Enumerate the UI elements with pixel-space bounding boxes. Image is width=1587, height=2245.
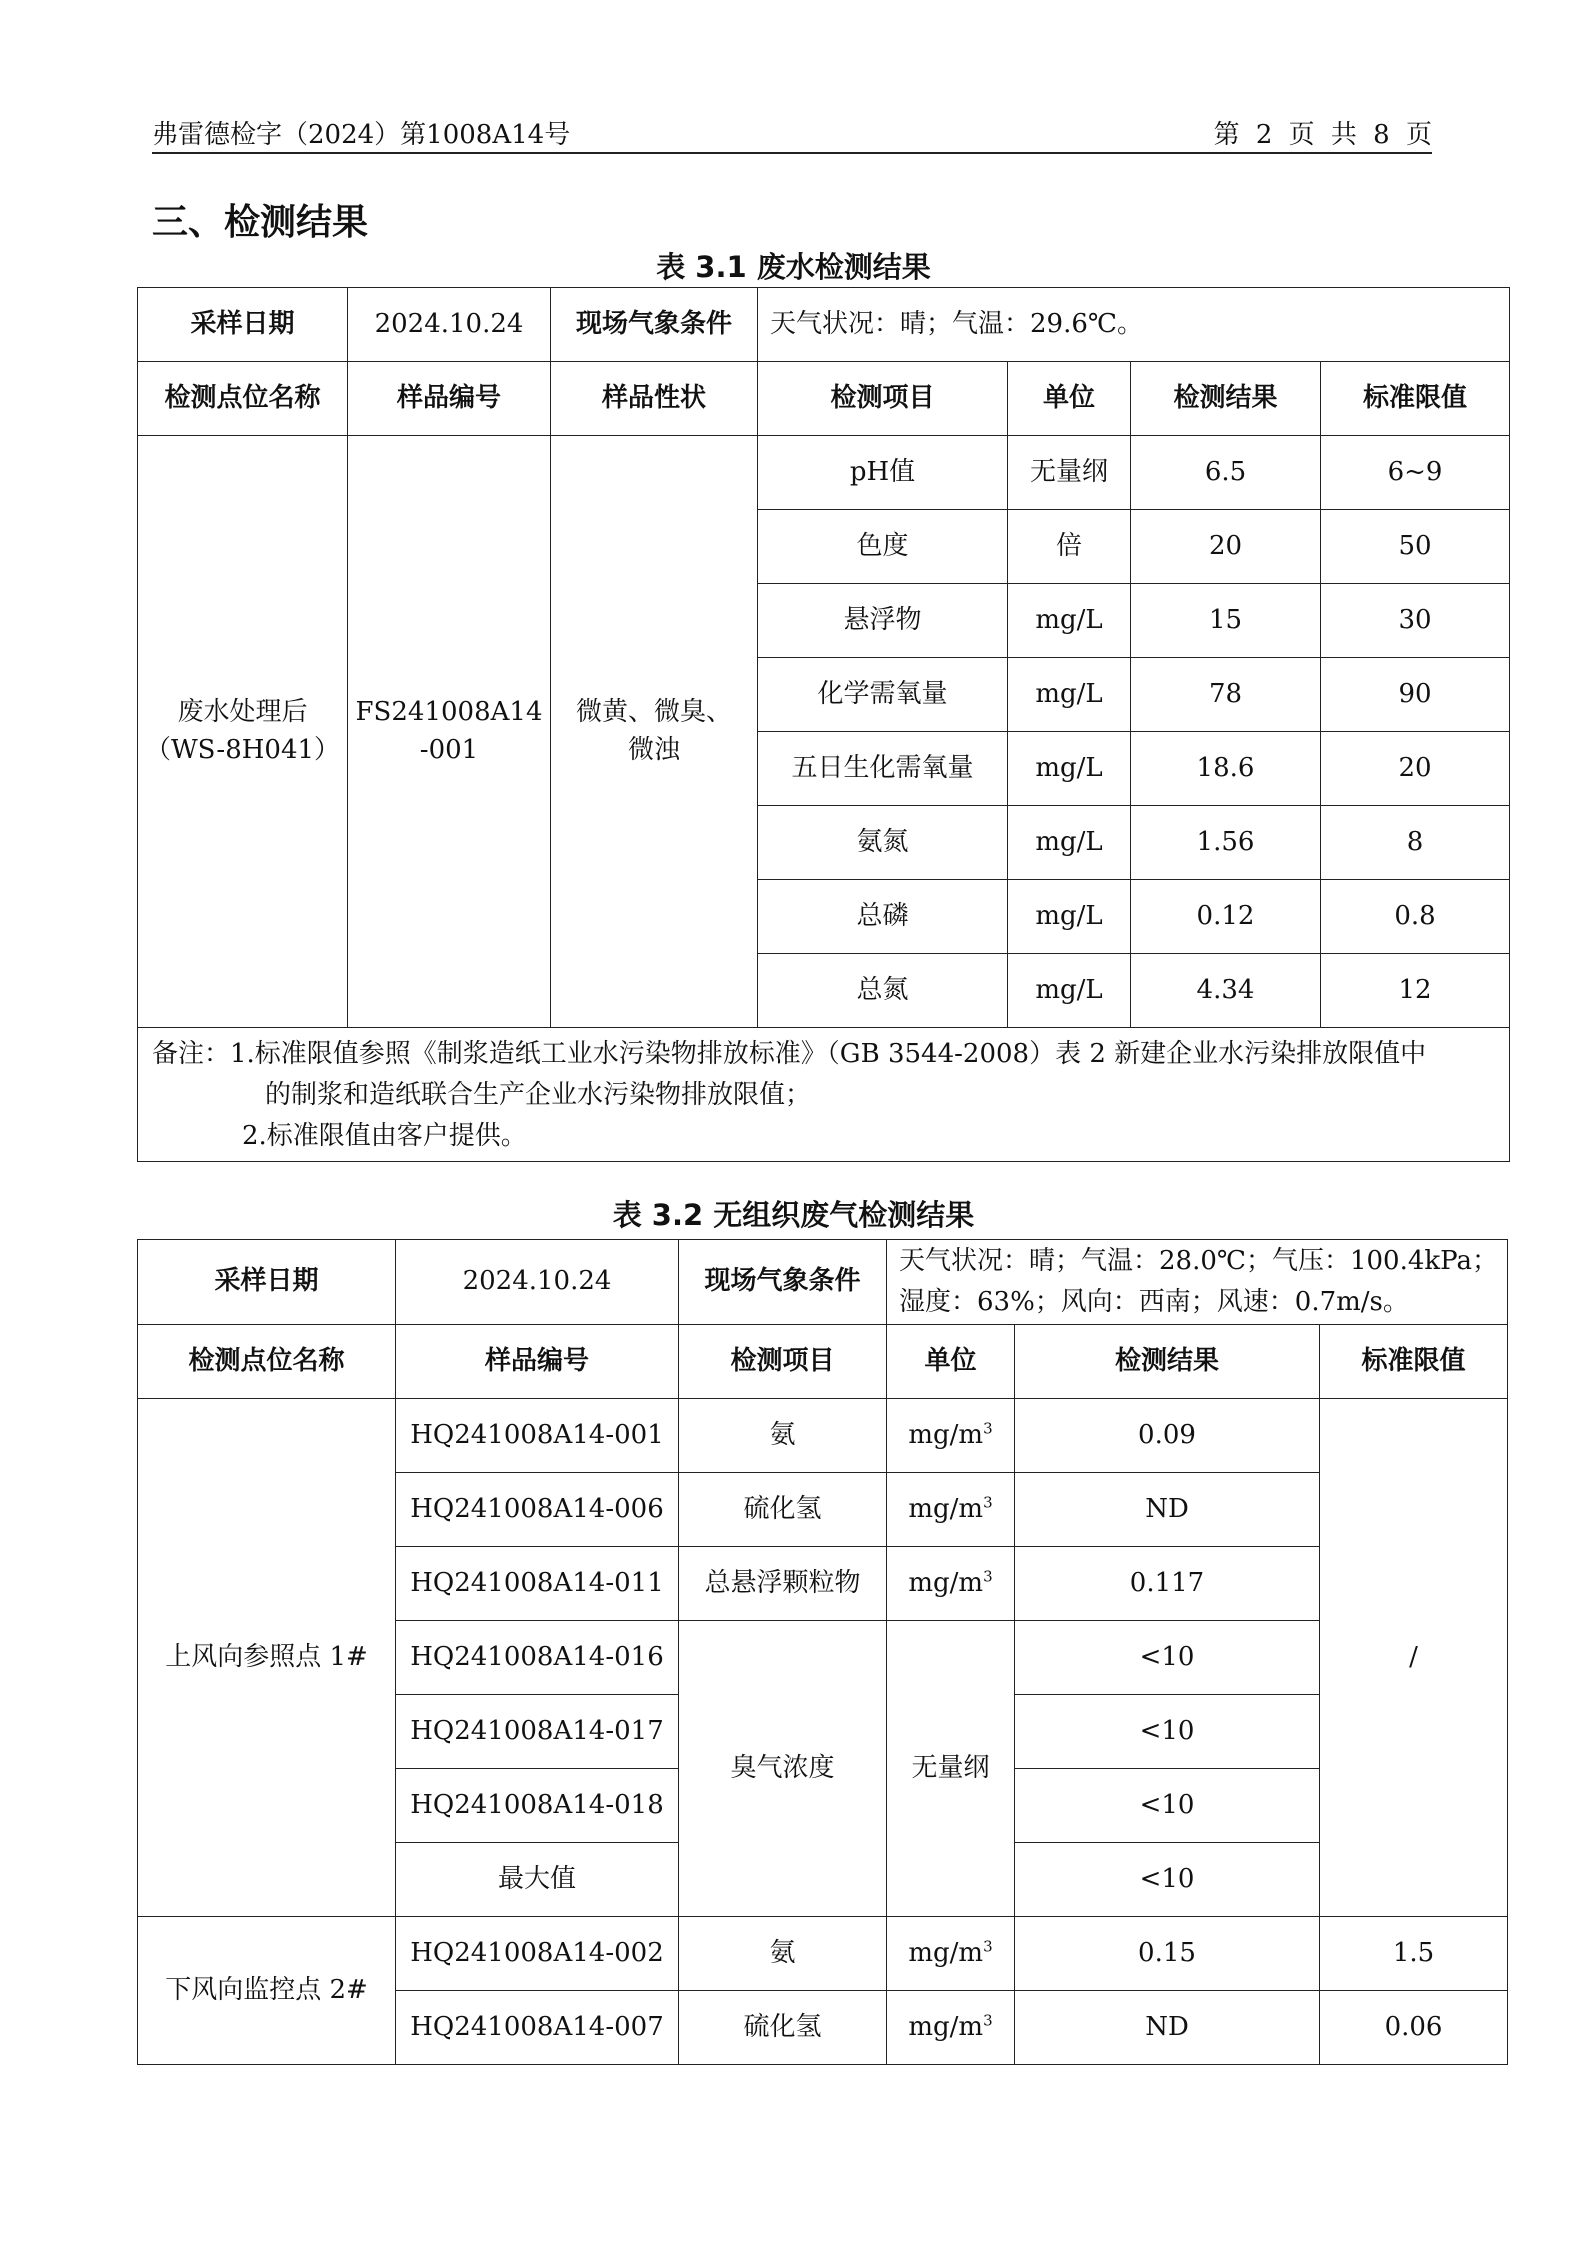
limit: 1.5	[1320, 1917, 1508, 1991]
unit: mg/L	[1008, 954, 1131, 1028]
header-limit: 标准限值	[1320, 1325, 1508, 1399]
test-item: 五日生化需氧量	[758, 732, 1008, 806]
unit: $mg/m^3$	[887, 1399, 1015, 1473]
sample-state-line2: 微浊	[627, 734, 680, 765]
sample-no-cell	[348, 436, 551, 1028]
limit: 30	[1321, 584, 1510, 658]
sample-no: HQ241008A14-007	[396, 1991, 679, 2065]
unit: mg/L	[1008, 806, 1131, 880]
limit: 90	[1321, 658, 1510, 732]
wastewater-results-table	[137, 287, 1510, 1162]
result: 0.09	[1015, 1399, 1320, 1473]
sample-date-label: 采样日期	[138, 1240, 396, 1325]
result: 18.6	[1131, 732, 1321, 806]
sample-state-line1: 微黄、微臭、	[575, 696, 732, 727]
test-item: 氨氮	[758, 806, 1008, 880]
result: 4.34	[1131, 954, 1321, 1028]
test-item: 氨	[679, 1917, 887, 1991]
header-unit: 单位	[887, 1325, 1015, 1399]
test-item: 氨	[679, 1399, 887, 1473]
result: 0.12	[1131, 880, 1321, 954]
test-item: pH值	[758, 436, 1008, 510]
weather-line2: 湿度：63%；风向：西南；风速：0.7m/s。	[899, 1287, 1409, 1317]
result: ND	[1015, 1991, 1320, 2065]
odor-unit: 无量纲	[887, 1621, 1015, 1917]
max-value-label: 最大值	[396, 1843, 679, 1917]
weather-label: 现场气象条件	[679, 1240, 887, 1325]
unit: mg/L	[1008, 584, 1131, 658]
limit: 20	[1321, 732, 1510, 806]
header-point-name: 检测点位名称	[138, 362, 348, 436]
header-unit: 单位	[1008, 362, 1131, 436]
point1-name: 上风向参照点 1#	[138, 1399, 396, 1917]
unit: mg/L	[1008, 880, 1131, 954]
header-test-item: 检测项目	[679, 1325, 887, 1399]
point1-limit: /	[1320, 1399, 1508, 1917]
unit: $mg/m^3$	[887, 1473, 1015, 1547]
weather-line1: 天气状况：晴；气温：28.0℃；气压：100.4kPa；	[899, 1246, 1498, 1276]
page-header	[152, 112, 1432, 154]
weather-value: 天气状况：晴；气温：29.6℃。	[758, 288, 1510, 362]
sample-no-line1: FS241008A14	[355, 696, 543, 727]
test-item: 悬浮物	[758, 584, 1008, 658]
sample-no: HQ241008A14-011	[396, 1547, 679, 1621]
unit: $mg/m^3$	[887, 1991, 1015, 2065]
unit: 倍	[1008, 510, 1131, 584]
limit: 12	[1321, 954, 1510, 1028]
sample-date-label: 采样日期	[138, 288, 348, 362]
test-item: 总磷	[758, 880, 1008, 954]
result: <10	[1015, 1695, 1320, 1769]
limit: 6~9	[1321, 436, 1510, 510]
sample-no: HQ241008A14-001	[396, 1399, 679, 1473]
header-test-item: 检测项目	[758, 362, 1008, 436]
result: 6.5	[1131, 436, 1321, 510]
sample-no: HQ241008A14-016	[396, 1621, 679, 1695]
unit: $mg/m^3$	[887, 1917, 1015, 1991]
test-item: 化学需氧量	[758, 658, 1008, 732]
sample-no: HQ241008A14-017	[396, 1695, 679, 1769]
test-item: 硫化氢	[679, 1473, 887, 1547]
sample-state-cell	[551, 436, 758, 1028]
header-sample-state: 样品性状	[551, 362, 758, 436]
header-point-name: 检测点位名称	[138, 1325, 396, 1399]
table1-caption: 表 3.1 废水检测结果	[656, 250, 931, 284]
result: <10	[1015, 1769, 1320, 1843]
limit: 0.8	[1321, 880, 1510, 954]
document-number: 弗雷德检字（2024）第1008A14号	[152, 120, 571, 150]
unit: $mg/m^3$	[887, 1547, 1015, 1621]
limit: 50	[1321, 510, 1510, 584]
header-result: 检测结果	[1015, 1325, 1320, 1399]
result: 1.56	[1131, 806, 1321, 880]
sample-date-value: 2024.10.24	[396, 1240, 679, 1325]
limit: 0.06	[1320, 1991, 1508, 2065]
result: 0.15	[1015, 1917, 1320, 1991]
sample-no: HQ241008A14-006	[396, 1473, 679, 1547]
unit: 无量纲	[1008, 436, 1131, 510]
header-limit: 标准限值	[1321, 362, 1510, 436]
result: 78	[1131, 658, 1321, 732]
point-name-cell	[138, 436, 348, 1028]
section-title: 三、检测结果	[152, 202, 369, 243]
table1-remarks	[138, 1028, 1510, 1162]
point-code: （WS-8H041）	[144, 734, 341, 765]
unit: mg/L	[1008, 658, 1131, 732]
fugitive-gas-results-table	[137, 1239, 1508, 2065]
remark-line3: 2.标准限值由客户提供。	[242, 1121, 527, 1151]
test-item: 色度	[758, 510, 1008, 584]
test-item: 硫化氢	[679, 1991, 887, 2065]
remark-line1: 备注：1.标准限值参照《制浆造纸工业水污染物排放标准》（GB 3544-2008）表 2 新建企业水污染排放限值中	[152, 1039, 1427, 1069]
point-name: 废水处理后	[177, 696, 308, 727]
sample-no: HQ241008A14-002	[396, 1917, 679, 1991]
result: <10	[1015, 1843, 1320, 1917]
sample-no: HQ241008A14-018	[396, 1769, 679, 1843]
result: 20	[1131, 510, 1321, 584]
odor-item: 臭气浓度	[679, 1621, 887, 1917]
header-result: 检测结果	[1131, 362, 1321, 436]
limit: 8	[1321, 806, 1510, 880]
result: 0.117	[1015, 1547, 1320, 1621]
sample-date-value: 2024.10.24	[348, 288, 551, 362]
weather-value	[887, 1240, 1508, 1325]
test-item: 总悬浮颗粒物	[679, 1547, 887, 1621]
header-sample-no: 样品编号	[348, 362, 551, 436]
sample-no-line2: -001	[419, 734, 479, 765]
point2-name: 下风向监控点 2#	[138, 1917, 396, 2065]
result: <10	[1015, 1621, 1320, 1695]
unit: mg/L	[1008, 732, 1131, 806]
page-number: 第 2 页 共 8 页	[1213, 120, 1432, 150]
table2-caption: 表 3.2 无组织废气检测结果	[612, 1198, 975, 1232]
remark-line2: 的制浆和造纸联合生产企业水污染物排放限值；	[265, 1080, 812, 1110]
result: ND	[1015, 1473, 1320, 1547]
weather-label: 现场气象条件	[551, 288, 758, 362]
test-item: 总氮	[758, 954, 1008, 1028]
header-sample-no: 样品编号	[396, 1325, 679, 1399]
result: 15	[1131, 584, 1321, 658]
